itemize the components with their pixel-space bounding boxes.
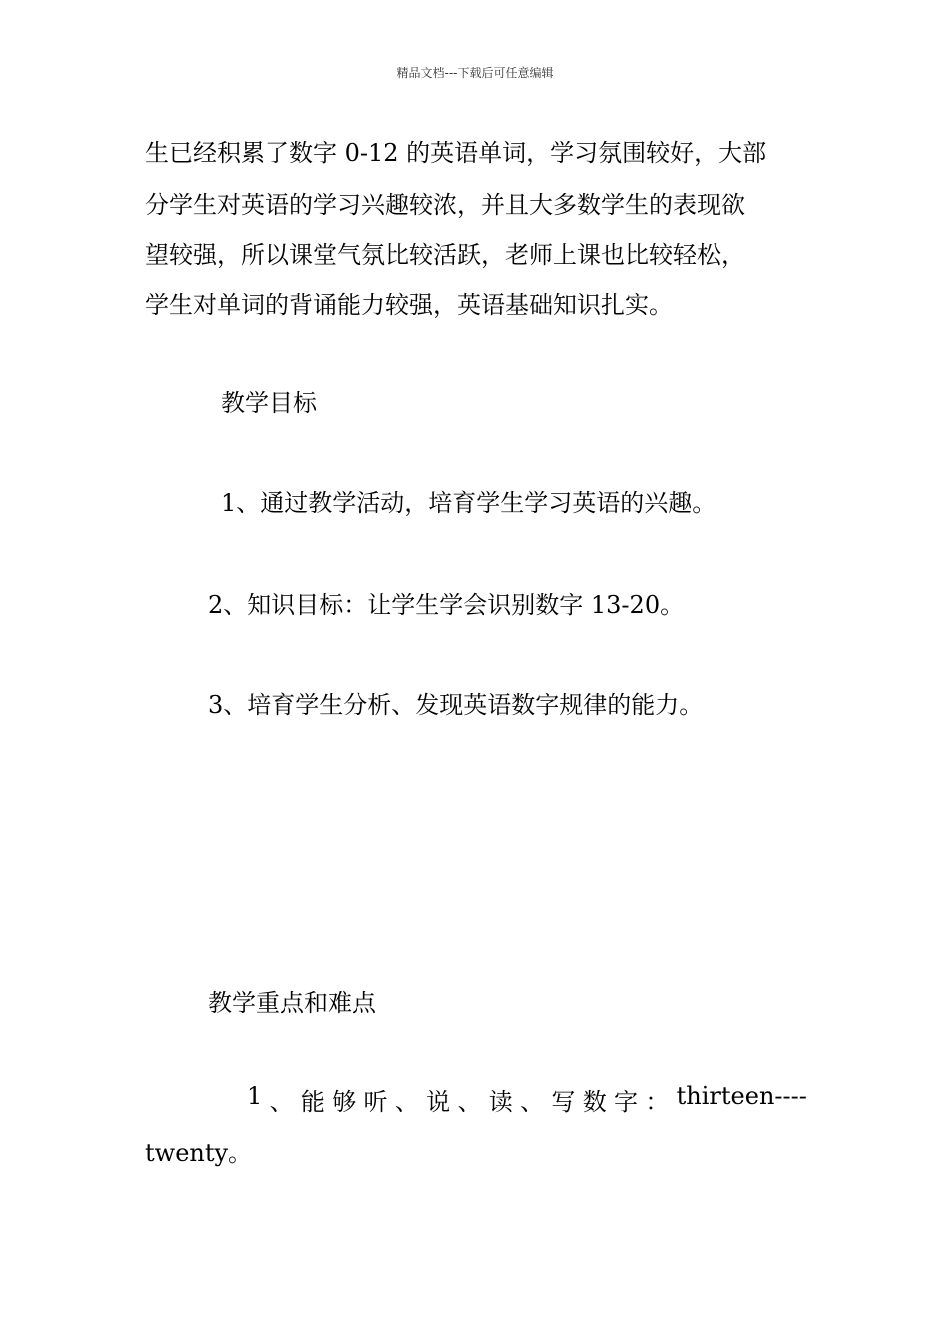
intro-line-4: 学生对单词的背诵能力较强，英语基础知识扎实。 (145, 291, 673, 319)
goals-heading: 教学目标 (221, 389, 317, 417)
key-point-1-continuation: twenty。 (145, 1139, 253, 1167)
key-point-part: 够 (332, 1088, 357, 1116)
key-point-part: 1 (247, 1082, 263, 1110)
key-point-1-line (247, 1082, 807, 1117)
key-point-part: thirteen---- (676, 1082, 807, 1110)
intro-line-1: 生已经积累了数字 0-12 的英语单词，学习氛围较好，大部 (145, 139, 767, 167)
key-point-part: 能 (300, 1088, 325, 1116)
key-heading: 教学重点和难点 (208, 989, 376, 1017)
key-point-part: 写 (551, 1088, 576, 1116)
key-point-part: 数 (582, 1088, 607, 1116)
intro-line-3: 望较强，所以课堂气氛比较活跃，老师上课也比较轻松， (145, 241, 745, 269)
key-point-part: ： (645, 1088, 670, 1116)
key-point-part: 字 (614, 1088, 639, 1116)
key-point-part: 听 (363, 1088, 388, 1116)
intro-line-2: 分学生对英语的学习兴趣较浓，并且大多数学生的表现欲 (145, 191, 745, 219)
key-point-part: 读 (488, 1088, 513, 1116)
page-header: 精品文档---下载后可任意编辑 (396, 66, 554, 80)
goal-item-2: 2、知识目标：让学生学会识别数字 13-20。 (208, 591, 685, 619)
goal-item-1: 1、通过教学活动，培育学生学习英语的兴趣。 (221, 489, 717, 517)
key-point-part: 说 (426, 1088, 451, 1116)
goal-item-3: 3、培育学生分析、发现英语数字规律的能力。 (208, 691, 704, 719)
key-point-part: 、 (269, 1088, 294, 1116)
key-point-part: 、 (520, 1088, 545, 1116)
key-point-part: 、 (457, 1088, 482, 1116)
key-point-part: 、 (394, 1088, 419, 1116)
